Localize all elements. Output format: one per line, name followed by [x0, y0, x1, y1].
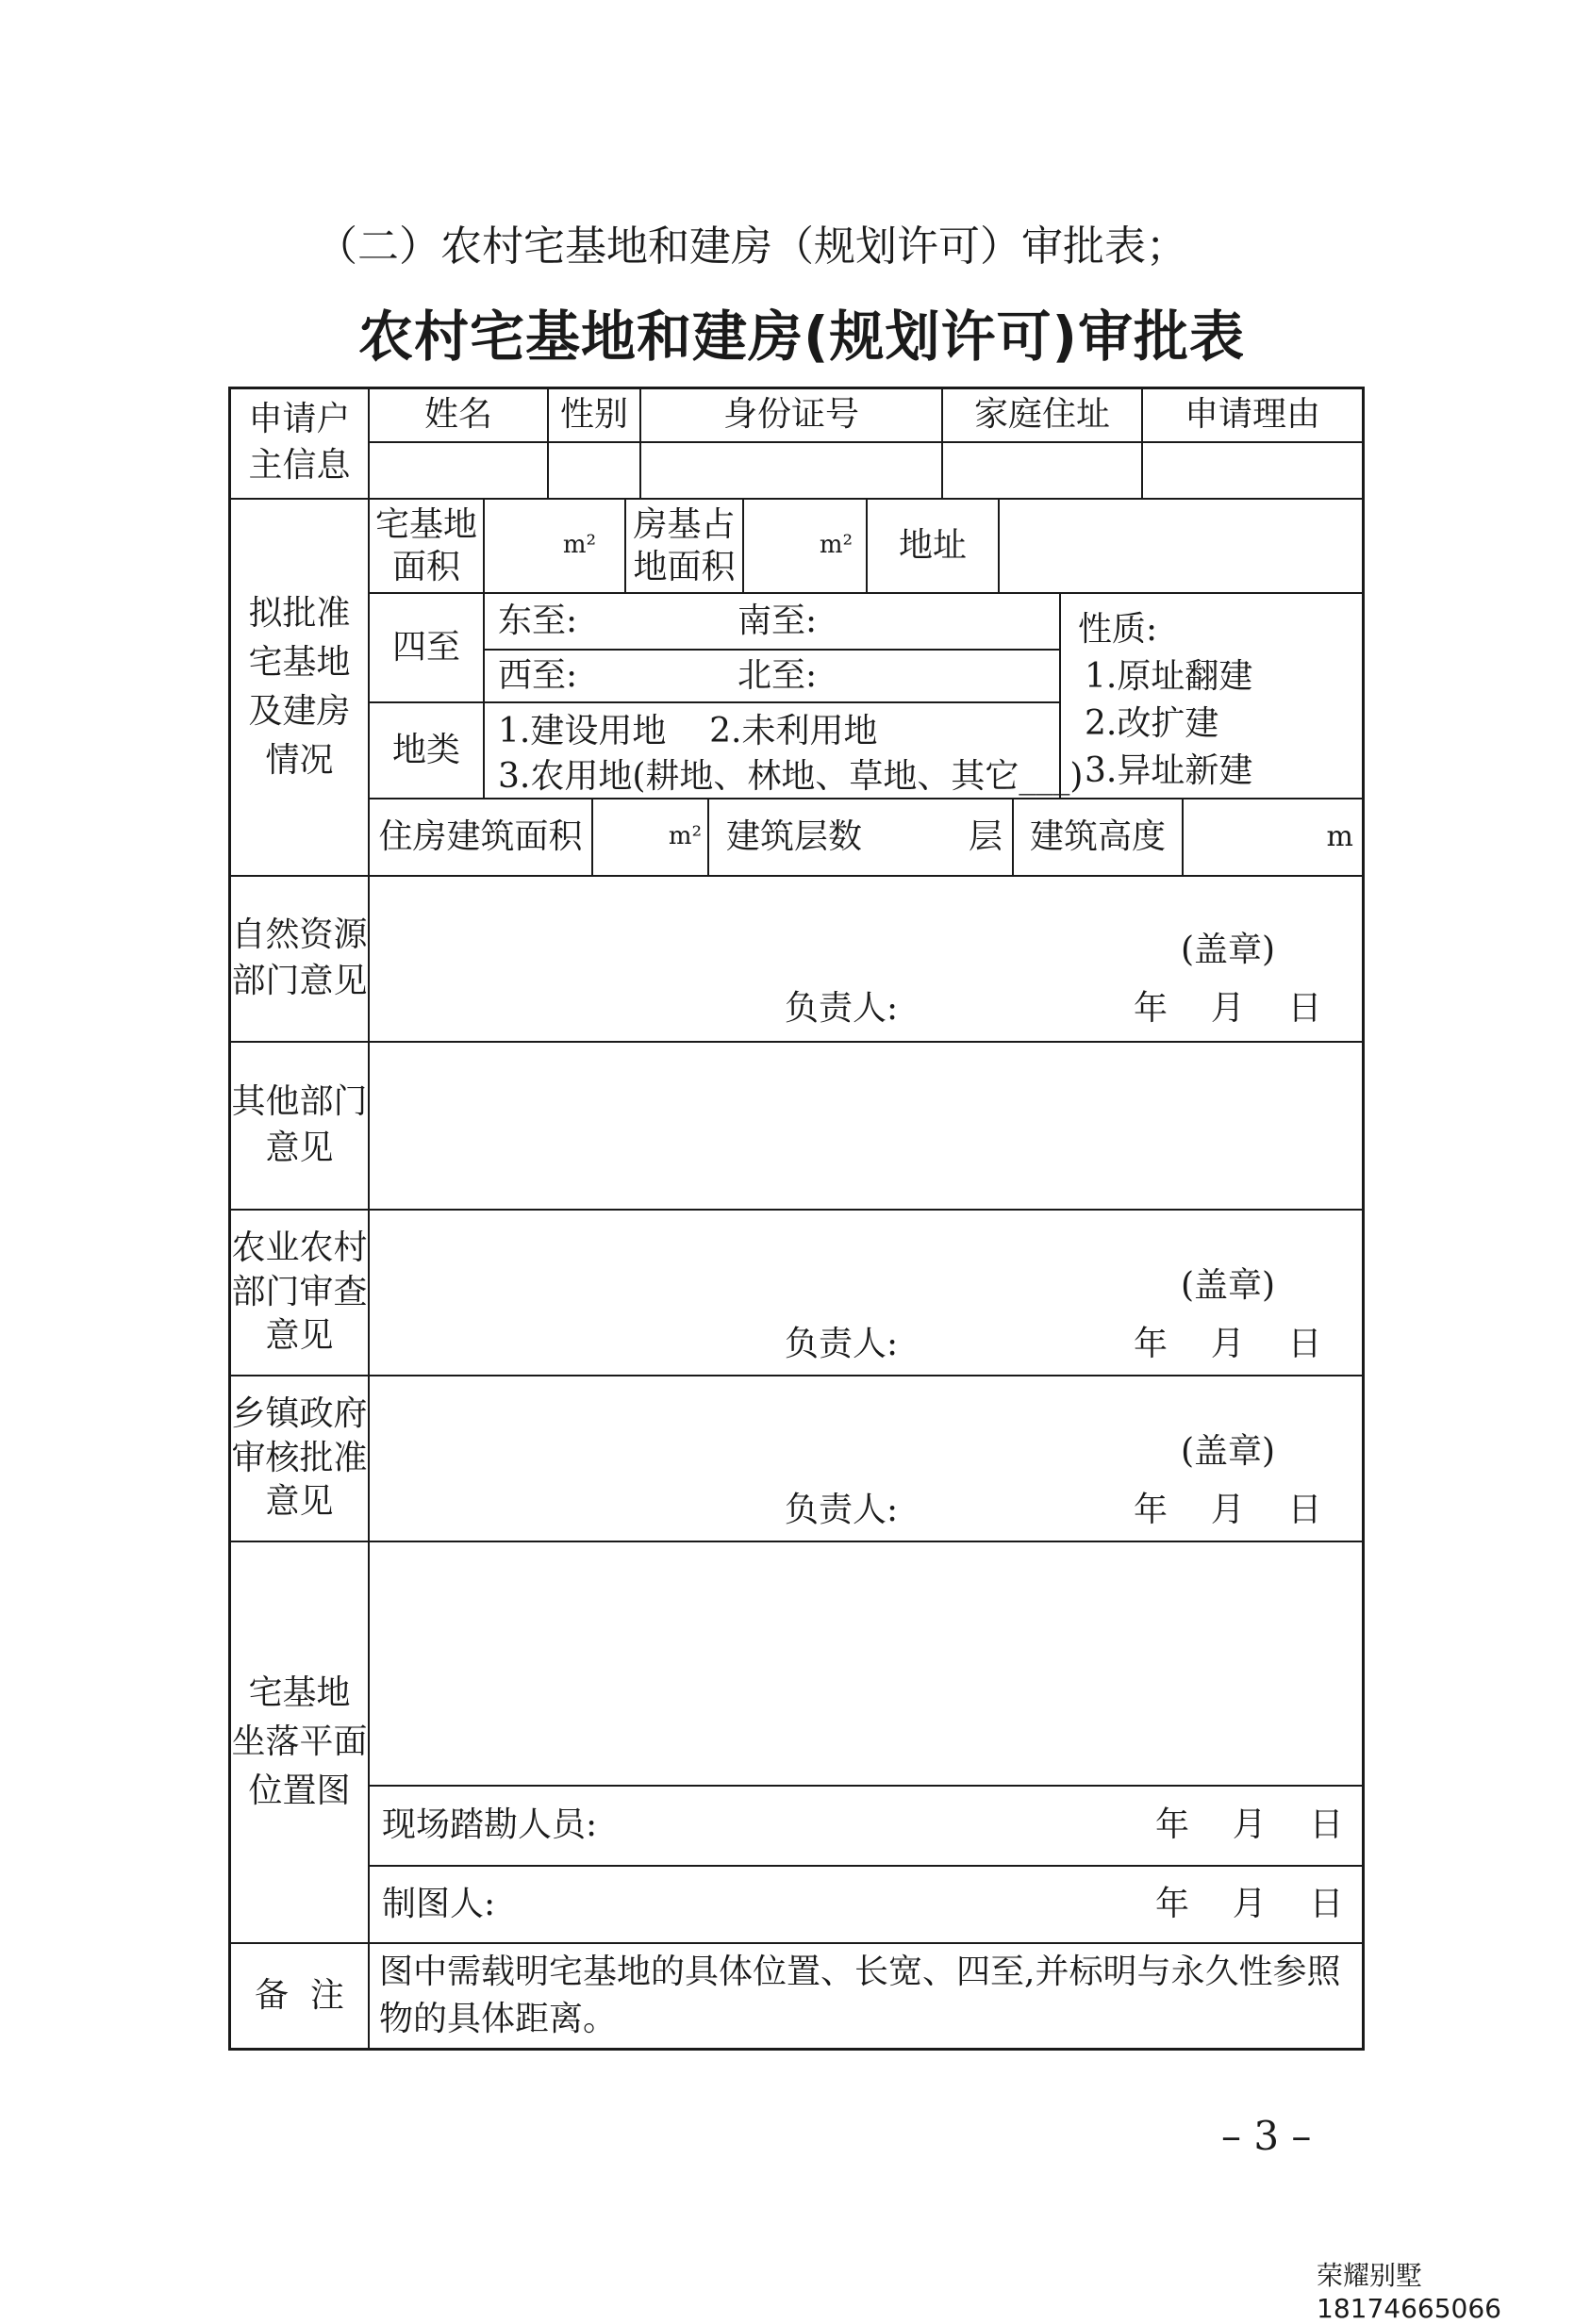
site-plan-label: 宅基地 坐落平面 位置图: [231, 1673, 368, 1811]
survey-date: 年 月 日: [1155, 1805, 1344, 1844]
natural-resources-label: 自然资源 部门意见: [231, 915, 368, 1000]
date: 年 月 日: [1134, 1325, 1322, 1363]
height-label: 建筑高度: [1029, 816, 1166, 856]
other-departments-label: 其他部门 意见: [231, 1082, 368, 1167]
nature-label: 性质:: [1078, 610, 1158, 649]
agriculture-label: 农业农村 部门审查 意见: [231, 1228, 368, 1356]
col-home-address: 家庭住址: [973, 394, 1110, 434]
application-reason-field[interactable]: [1143, 443, 1362, 497]
col-id-number: 身份证号: [722, 394, 859, 434]
nature-option-3[interactable]: 3.异址新建: [1085, 751, 1253, 790]
page-number: – 3 –: [1221, 2113, 1312, 2159]
surveyor-label[interactable]: 现场踏勘人员:: [382, 1805, 598, 1845]
form-title: 农村宅基地和建房(规划许可)审批表: [358, 305, 1246, 369]
township-opinion-field[interactable]: [370, 1376, 1362, 1541]
section-heading: （二）农村宅基地和建房（规划许可）审批表；: [316, 223, 1187, 271]
site-plan-drawing-area[interactable]: [370, 1542, 1362, 1785]
homestead-area-label: 宅基地 面积: [374, 505, 477, 586]
west-boundary[interactable]: 西至:: [498, 655, 578, 695]
footprint-area-label: 房基占 地面积: [633, 505, 736, 586]
building-area-label: 住房建筑面积: [378, 816, 583, 856]
land-type-label: 地类: [391, 730, 460, 769]
footprint-area-field[interactable]: m²: [819, 531, 853, 560]
land-type-line-1[interactable]: 1.建设用地 2.未利用地: [498, 712, 878, 750]
gender-field[interactable]: [549, 443, 639, 497]
drafter-label[interactable]: 制图人:: [382, 1884, 496, 1923]
natural-resources-opinion-field[interactable]: [370, 877, 1362, 1041]
id-number-field[interactable]: [641, 443, 941, 497]
east-boundary[interactable]: 东至:: [498, 601, 578, 640]
responsible-person: 负责人:: [785, 1491, 899, 1529]
home-address-field[interactable]: [943, 443, 1141, 497]
proposed-row-label: 拟批准 宅基地 及建房 情况: [248, 593, 351, 781]
township-label: 乡镇政府 审核批准 意见: [231, 1393, 368, 1522]
remarks-label: 备 注: [255, 1975, 344, 2015]
address-field[interactable]: [1000, 500, 1362, 592]
col-name: 姓名: [423, 394, 492, 434]
sizhi-label: 四至: [391, 627, 460, 667]
name-field[interactable]: [370, 443, 547, 497]
seal-note: (盖章): [1181, 1432, 1276, 1471]
col-application-reason: 申请理由: [1184, 394, 1320, 434]
height-field[interactable]: m: [1326, 819, 1353, 853]
north-boundary[interactable]: 北至:: [737, 655, 818, 695]
nature-option-1[interactable]: 1.原址翻建: [1085, 657, 1253, 696]
remarks-text: 图中需载明宅基地的具体位置、长宽、四至,并标明与永久性参照物的具体距离。: [379, 1952, 1341, 2038]
homestead-area-field[interactable]: m²: [562, 531, 596, 560]
col-gender: 性别: [559, 394, 628, 434]
seal-note: (盖章): [1181, 1266, 1276, 1305]
watermark-text: 荣耀别墅18174665066: [1317, 2260, 1501, 2324]
floors-field[interactable]: 层: [968, 816, 1003, 856]
nature-option-2[interactable]: 2.改扩建: [1085, 704, 1219, 743]
drafting-date: 年 月 日: [1155, 1885, 1344, 1923]
floors-label: 建筑层数: [725, 816, 862, 856]
address-label: 地址: [898, 525, 967, 565]
building-area-field[interactable]: m²: [668, 822, 702, 851]
south-boundary[interactable]: 南至:: [737, 601, 818, 640]
applicant-row-label: 申请户 主信息: [248, 400, 351, 485]
responsible-person: 负责人:: [785, 989, 899, 1028]
date: 年 月 日: [1134, 1491, 1322, 1529]
responsible-person: 负责人:: [785, 1325, 899, 1363]
agriculture-opinion-field[interactable]: [370, 1211, 1362, 1375]
land-type-line-2[interactable]: 3.农用地(耕地、林地、草地、其它___): [498, 757, 1084, 796]
date: 年 月 日: [1134, 989, 1322, 1028]
other-departments-opinion-field[interactable]: [370, 1043, 1362, 1209]
seal-note: (盖章): [1181, 931, 1276, 969]
